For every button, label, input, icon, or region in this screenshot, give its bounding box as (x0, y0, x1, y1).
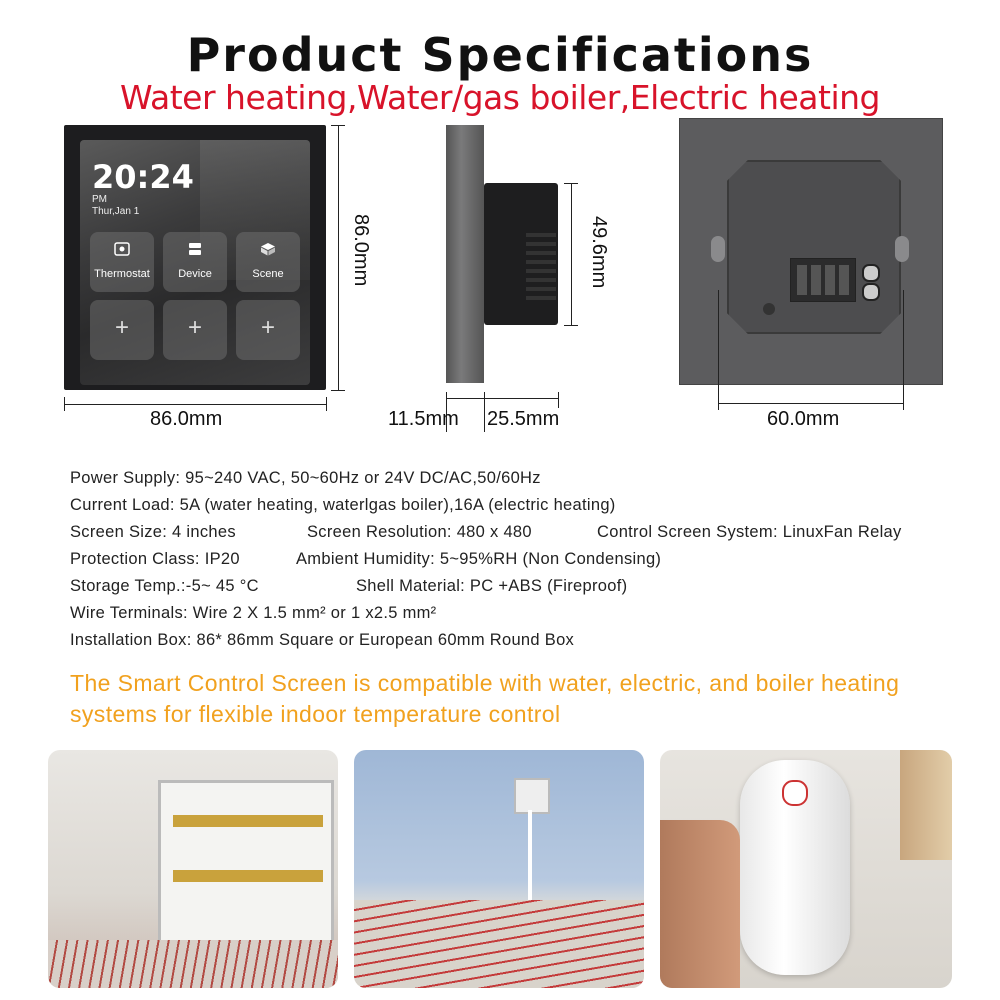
device-tile-label: Device (178, 268, 212, 280)
spec-protection: Protection Class: IP20 (70, 550, 240, 568)
dimension-tick (903, 290, 904, 410)
add-tile[interactable] (90, 300, 154, 360)
plus-icon: + (187, 314, 202, 341)
dimension-tick (718, 290, 719, 410)
wall-box (514, 778, 550, 814)
depth-dimension-line (446, 398, 558, 399)
terminal-screw (811, 265, 821, 295)
page-subtitle: Water heating,Water/gas boiler,Electric heating (120, 78, 880, 117)
terminal-hole (862, 264, 880, 282)
mounting-hole-left (711, 236, 725, 262)
screen-clock: 20:24 (92, 158, 194, 196)
mounting-bracket (727, 160, 901, 334)
terminal-hole (862, 283, 880, 301)
spec-control-system: Control Screen System: LinuxFan Relay (597, 523, 902, 541)
terminal-screw (839, 265, 849, 295)
device-icon (187, 242, 203, 256)
plate-depth-label: 11.5mm (388, 408, 459, 430)
screw-hole (763, 303, 775, 315)
water-manifold-photo (48, 750, 338, 988)
height-dimension-line (338, 125, 339, 390)
heating-cable-mat (354, 900, 644, 988)
spec-power-supply: Power Supply: 95~240 VAC, 50~60Hz or 24V DC/AC,50/60Hz (70, 469, 541, 487)
manifold-pipe-top (173, 815, 323, 827)
hole-spacing-label: 60.0mm (767, 408, 840, 430)
box-height-dimension-line (571, 183, 572, 325)
dimension-tick (558, 392, 559, 408)
spec-current-load: Current Load: 5A (water heating, waterlgas boiler),16A (electric heating) (70, 496, 616, 514)
thermostat-tile[interactable] (90, 232, 154, 292)
dimension-tick (331, 390, 345, 391)
thermostat-tile-label: Thermostat (94, 268, 150, 280)
terminal-screw (797, 265, 807, 295)
width-dimension-line (64, 404, 327, 405)
spec-humidity: Ambient Humidity: 5~95%RH (Non Condensing) (296, 550, 662, 568)
door-frame (900, 750, 952, 860)
electric-floor-heating-photo (354, 750, 644, 988)
wall-conduit (528, 810, 532, 900)
page-title: Product Specifications (186, 28, 814, 82)
floor-heating-pipes (48, 940, 338, 988)
spec-installation-box: Installation Box: 86* 86mm Square or European 60mm Round Box (70, 631, 575, 649)
device-screen (80, 140, 310, 385)
plus-icon: + (260, 314, 275, 341)
spec-screen-size: Screen Size: 4 inches (70, 523, 236, 541)
manifold-pipe-bottom (173, 870, 323, 882)
front-width-label: 86.0mm (150, 408, 223, 430)
add-tile[interactable] (236, 300, 300, 360)
box-depth-label: 25.5mm (487, 408, 560, 430)
side-vent-slots (526, 233, 556, 303)
screen-date: Thur,Jan 1 (92, 206, 140, 217)
scene-tile[interactable] (236, 232, 300, 292)
side-face-plate (446, 125, 484, 383)
promo-text: The Smart Control Screen is compatible with water, electric, and boiler heating systems for flexible indoor temperature control (70, 670, 900, 727)
device-tile[interactable] (163, 232, 227, 292)
side-box-height-label: 49.6mm (588, 216, 610, 289)
spec-shell-material: Shell Material: PC +ABS (Fireproof) (356, 577, 628, 595)
electric-boiler-photo (660, 750, 952, 988)
terminal-screw (825, 265, 835, 295)
hole-spacing-dimension-line (718, 403, 904, 404)
side-rear-box (484, 183, 558, 325)
temperature-dial-icon (782, 780, 808, 806)
spec-storage-temp: Storage Temp.:-5~ 45 °C (70, 577, 259, 595)
plus-icon: + (114, 314, 129, 341)
wire-terminal-block (790, 258, 856, 302)
technician-arm (660, 820, 740, 988)
scene-cube-icon (260, 242, 276, 256)
scene-tile-label: Scene (252, 268, 284, 280)
front-height-label: 86.0mm (350, 214, 372, 287)
spec-wire-terminals: Wire Terminals: Wire 2 X 1.5 mm² or 1 x2.5 mm² (70, 604, 437, 622)
spec-screen-resolution: Screen Resolution: 480 x 480 (307, 523, 532, 541)
add-tile[interactable] (163, 300, 227, 360)
screen-ampm: PM (92, 194, 107, 205)
dimension-tick (564, 325, 578, 326)
mounting-hole-right (895, 236, 909, 262)
thermostat-icon (114, 242, 130, 256)
